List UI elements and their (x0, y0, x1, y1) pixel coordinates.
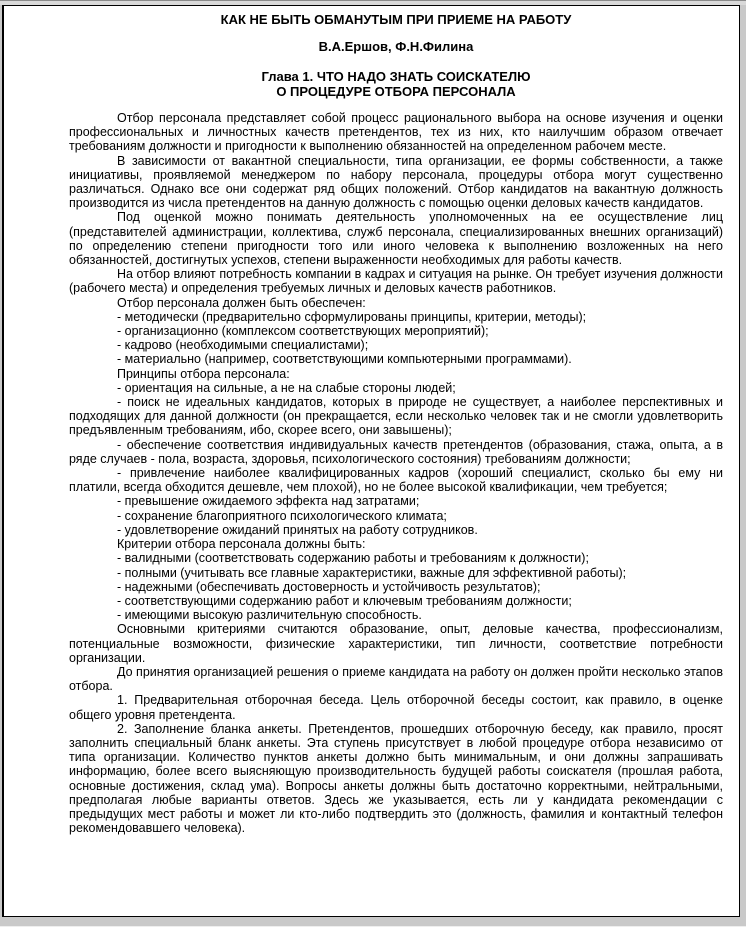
paragraph: Отбор персонала должен быть обеспечен: (117, 295, 366, 310)
document-authors: В.А.Ершов, Ф.Н.Филина (318, 39, 474, 54)
paragraph: - привлечение наиболее квалифицированных кадров (хороший специалист, сколько бы ему ни платили, всегда обходится дешевле, чем плохой), но не более высокой квалификации, чем требуется; (69, 466, 723, 495)
document-title: КАК НЕ БЫТЬ ОБМАНУТЫМ ПРИ ПРИЕМЕ НА РАБОТУ (220, 12, 572, 27)
paragraph: - методически (предварительно сформулированы принципы, критерии, методы); (117, 309, 587, 324)
paragraph: - организационно (комплексом соответствующих мероприятий); (117, 324, 489, 339)
paragraph: - удовлетворение ожиданий принятых на работу сотрудников. (117, 522, 478, 537)
paragraph: - сохранение благоприятного психологического климата; (117, 508, 447, 523)
paragraph: На отбор влияют потребность компании в кадрах и ситуация на рынке. Он требует изучения должности (рабочего места) и определения требуемых личных и деловых качеств работников. (69, 267, 723, 296)
paragraph: - обеспечение соответствия индивидуальных качеств претендентов (образования, стажа, опыта, а в ряде случаев - пола, возраста, здоровья, психологического состояния) требованиям должности; (69, 437, 723, 466)
paragraph: - превышение ожидаемого эффекта над затратами; (117, 494, 420, 509)
paragraph: - ориентация на сильные, а не на слабые стороны людей; (117, 380, 456, 395)
paragraph: Под оценкой можно понимать деятельность уполномоченных на ее осуществление лиц (представителей администрации, коллектива, служб персонала, специализированных внешних организаций) по определению степени пригодности того или иного человека к выполнению возложенных на него обязанностей, достигнутых успехов, степени выраженности необходимых для работы качеств. (69, 210, 723, 268)
body-text (69, 111, 723, 835)
paragraph: - имеющими высокую различительную способность. (117, 608, 422, 623)
paragraph: - поиск не идеальных кандидатов, которых в природе не существует, а наиболее перспективных и подходящих для данной должности (он прекращается, если несколько человек так и не смогли удовлетворить предъявленным требованиям, ибо, скорее всего, они завышены); (69, 395, 723, 438)
paragraph: 2. Заполнение бланка анкеты. Претендентов, прошедших отборочную беседу, как правило, просят заполнить специальный бланк анкеты. Эта ступень присутствует в любой процедуре отбора независимо от типа организации. Количество пунктов анкеты должно быть минимальным, и они должны запрашивать информацию, более всего выясняющую производительность будущей работы соискателя (прошлая работа, основные достижения, склад ума). Вопросы анкеты должны быть достаточно корректными, нейтральными, предполагая любые варианты ответов. Здесь же указывается, есть ли у кандидата рекомендации с предыдущих мест работы и может ли кто-либо подтвердить это (должность, фамилия и контактный телефон рекомендовавшего человека). (69, 721, 723, 836)
paragraph: 1. Предварительная отборочная беседа. Цель отборочной беседы состоит, как правило, в оценке общего уровня претендента. (69, 693, 723, 722)
paragraph: - соответствующими содержанию работ и ключевым требованиям должности; (117, 593, 572, 608)
bottom-window-edge (0, 917, 746, 927)
paragraph: Основными критериями считаются образование, опыт, деловые качества, профессионализм, потенциальные возможности, физические характеристики, тип личности, соответствие потребности организации. (69, 622, 723, 665)
paragraph: - материально (например, соответствующими компьютерными программами). (117, 352, 572, 367)
paragraph: В зависимости от вакантной специальности, типа организации, ее формы собственности, а также инициативы, проявляемой менеджером по набору персонала, процедуры отбора могут существенно различаться. Однако все они содержат ряд общих положений. Отбор кандидатов на вакантную должность производится из числа претендентов на данную должность с помощью оценки деловых качеств кандидатов. (69, 153, 723, 211)
chapter-heading-line2: О ПРОЦЕДУРЕ ОТБОРА ПЕРСОНАЛА (276, 84, 516, 99)
document-page (2, 5, 740, 918)
paragraph: До принятия организацией решения о приеме кандидата на работу он должен пройти несколько этапов отбора. (69, 664, 723, 694)
paragraph: - кадрово (необходимыми специалистами); (117, 338, 369, 353)
paragraph: - надежными (обеспечивать достоверность и устойчивость результатов); (117, 579, 541, 594)
paragraph: Критерии отбора персонала должны быть: (117, 537, 366, 552)
paragraph: Принципы отбора персонала: (117, 366, 290, 381)
chapter-heading-line1: Глава 1. ЧТО НАДО ЗНАТЬ СОИСКАТЕЛЮ (261, 69, 531, 84)
paragraph: - валидными (соответствовать содержанию работы и требованиям к должности); (117, 551, 589, 566)
chapter-heading (69, 69, 723, 99)
paragraph: - полными (учитывать все главные характеристики, важные для эффективной работы); (117, 565, 627, 580)
paragraph: Отбор персонала представляет собой процесс рационального выбора на основе изучения и оценки профессиональных и личностных качеств претендентов, тех из них, кто наилучшим образом отвечает требованиям должности и пригодности к выполнению обязанностей на определенном рабочем месте. (69, 111, 723, 154)
